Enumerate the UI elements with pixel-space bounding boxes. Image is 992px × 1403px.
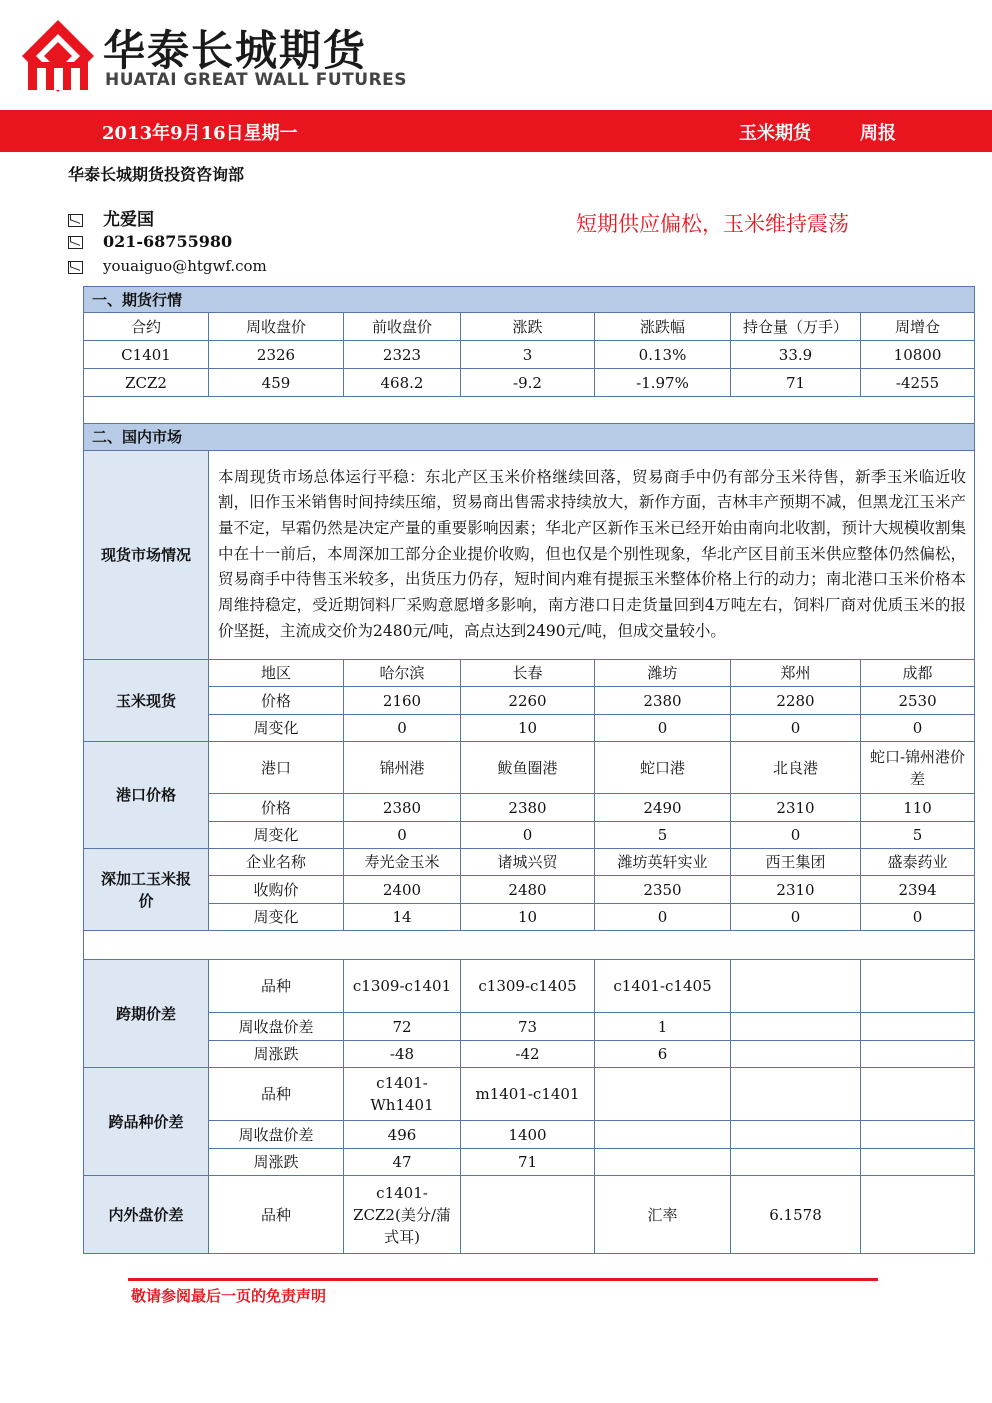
table-cell: 0 xyxy=(595,715,731,742)
table-cell: 468.2 xyxy=(344,369,461,397)
port-row xyxy=(84,742,975,794)
table-cell: 2260 xyxy=(461,687,595,715)
port-row xyxy=(84,822,975,849)
table-cell: 周涨跌 xyxy=(209,1041,344,1068)
section-title: 二、国内市场 xyxy=(84,424,975,451)
deep-row xyxy=(84,849,975,876)
table-cell xyxy=(595,1121,731,1149)
table-cell: 地区 xyxy=(209,660,344,687)
table-cell: 0 xyxy=(344,822,461,849)
row-label: 跨品种价差 xyxy=(84,1068,209,1176)
table-cell: c1401-Wh1401 xyxy=(344,1068,461,1121)
cross-row xyxy=(84,1121,975,1149)
inter-row xyxy=(84,1041,975,1068)
table-row xyxy=(84,369,975,397)
table-cell: 2380 xyxy=(461,794,595,822)
table-cell: 2480 xyxy=(461,876,595,904)
table-cell: 0 xyxy=(461,822,595,849)
spacer-cell xyxy=(84,397,975,424)
headline: 短期供应偏松，玉米维持震荡 xyxy=(576,212,849,236)
table-cell: 71 xyxy=(731,369,861,397)
spacer-row xyxy=(84,931,975,960)
contact-email-row xyxy=(68,257,267,275)
table-cell: m1401-c1401 xyxy=(461,1068,595,1121)
table-cell: 0 xyxy=(344,715,461,742)
table-cell: 14 xyxy=(344,904,461,931)
table-cell: 6 xyxy=(595,1041,731,1068)
spacer-row xyxy=(84,397,975,424)
brand-name-cn: 华泰长城期货 xyxy=(103,26,368,75)
header-bar xyxy=(0,110,992,152)
table-cell: -48 xyxy=(344,1041,461,1068)
table-cell: 110 xyxy=(861,794,975,822)
table-cell: 2323 xyxy=(344,341,461,369)
column-header: 周收盘价 xyxy=(209,313,344,341)
table-cell: 周涨跌 xyxy=(209,1149,344,1176)
company-logo xyxy=(20,18,96,92)
cross-row xyxy=(84,1149,975,1176)
row-label: 跨期价差 xyxy=(84,960,209,1068)
table-cell: 2400 xyxy=(344,876,461,904)
table-cell: 诸城兴贸 xyxy=(461,849,595,876)
table-cell: 0 xyxy=(731,715,861,742)
table-cell: 1400 xyxy=(461,1121,595,1149)
table-cell xyxy=(461,1176,595,1254)
footer-divider xyxy=(128,1278,878,1281)
table-cell xyxy=(731,960,861,1013)
table-cell: 10 xyxy=(461,904,595,931)
report-date: 2013年9月16日星期一 xyxy=(102,123,298,144)
table-cell: 0 xyxy=(595,904,731,931)
mail-icon xyxy=(68,261,83,274)
table-cell: c1401-ZCZ2(美分/蒲式耳) xyxy=(344,1176,461,1254)
table-cell: 哈尔滨 xyxy=(344,660,461,687)
table-cell: 品种 xyxy=(209,960,344,1013)
table-cell: 周变化 xyxy=(209,904,344,931)
table-cell: c1401-c1405 xyxy=(595,960,731,1013)
table-cell: 北良港 xyxy=(731,742,861,794)
spot-row xyxy=(84,451,975,660)
department: 华泰长城期货投资咨询部 xyxy=(68,165,245,184)
row-label: 内外盘价差 xyxy=(84,1176,209,1254)
table-cell: 6.1578 xyxy=(731,1176,861,1254)
table-cell: 周变化 xyxy=(209,715,344,742)
table-cell: 496 xyxy=(344,1121,461,1149)
table-cell: 汇率 xyxy=(595,1176,731,1254)
table-cell: 品种 xyxy=(209,1176,344,1254)
table-cell xyxy=(731,1013,861,1041)
table-cell: c1309-c1401 xyxy=(344,960,461,1013)
edit-icon xyxy=(68,214,83,227)
table-cell xyxy=(731,1149,861,1176)
row-label: 深加工玉米报价 xyxy=(84,849,209,931)
table-cell: 企业名称 xyxy=(209,849,344,876)
table-cell: 72 xyxy=(344,1013,461,1041)
column-header: 周增仓 xyxy=(861,313,975,341)
table-cell: 品种 xyxy=(209,1068,344,1121)
table-cell: 47 xyxy=(344,1149,461,1176)
table-cell xyxy=(861,1041,975,1068)
section-row xyxy=(84,287,975,313)
column-header: 涨跌 xyxy=(461,313,595,341)
table-cell: 收购价 xyxy=(209,876,344,904)
table-cell xyxy=(861,1013,975,1041)
table-cell: C1401 xyxy=(84,341,209,369)
table-cell xyxy=(861,1176,975,1254)
table-cell: 2380 xyxy=(344,794,461,822)
section-row xyxy=(84,424,975,451)
table-cell: 价格 xyxy=(209,687,344,715)
table-cell: 鲅鱼圈港 xyxy=(461,742,595,794)
table-cell xyxy=(731,1068,861,1121)
contact-phone: 021-68755980 xyxy=(103,232,233,251)
table-cell: 2310 xyxy=(731,794,861,822)
spacer-cell xyxy=(84,931,975,960)
contact-name: 尤爱国 xyxy=(103,210,154,230)
table-cell: 33.9 xyxy=(731,341,861,369)
column-header: 持仓量（万手） xyxy=(731,313,861,341)
table-cell: 2530 xyxy=(861,687,975,715)
table-cell: 西王集团 xyxy=(731,849,861,876)
disclaimer-note: 敬请参阅最后一页的免责声明 xyxy=(131,1287,327,1305)
table-cell: 寿光金玉米 xyxy=(344,849,461,876)
table-cell: 长春 xyxy=(461,660,595,687)
table-cell: 周收盘价差 xyxy=(209,1121,344,1149)
inter-row xyxy=(84,960,975,1013)
table-cell: -4255 xyxy=(861,369,975,397)
table-cell: 蛇口港 xyxy=(595,742,731,794)
row-label: 玉米现货 xyxy=(84,660,209,742)
contact-email[interactable]: youaiguo@htgwf.com xyxy=(103,257,267,275)
row-label: 港口价格 xyxy=(84,742,209,849)
table-cell: 港口 xyxy=(209,742,344,794)
table-cell: 2490 xyxy=(595,794,731,822)
table-cell: 459 xyxy=(209,369,344,397)
table-cell: 潍坊 xyxy=(595,660,731,687)
table-cell: 盛泰药业 xyxy=(861,849,975,876)
table-cell: 2380 xyxy=(595,687,731,715)
corn-row xyxy=(84,687,975,715)
table-cell: 0 xyxy=(861,904,975,931)
table-cell xyxy=(595,1068,731,1121)
contact-phone-row xyxy=(68,232,232,251)
spot-paragraph: 本周现货市场总体运行平稳：东北产区玉米价格继续回落，贸易商手中仍有部分玉米待售，新季玉米临近收割，旧作玉米销售时间持续压缩，贸易商出售需求持续放大，新作方面，吉林丰产预期不减，但黑龙江玉米产量不定，早霜仍然是决定产量的重要影响因素；华北产区新作玉米已经开始由南向北收割，预计大规模收割集中在十一前后，本周深加工部分企业提价收购，但也仅是个别性现象，华北产区目前玉米供应整体仍然偏松，贸易商手中待售玉米较多，出货压力仍存，短时间内难有提振玉米整体价格上行的动力；南北港口玉米价格本周维持稳定，受近期饲料厂采购意愿增多影响，南方港口日走货量回到4万吨左右，饲料厂商对优质玉米的报价坚挺，主流成交价为2480元/吨，高点达到2490元/吨，但成交量较小。 xyxy=(209,451,975,660)
table-cell: 10 xyxy=(461,715,595,742)
column-header: 涨跌幅 xyxy=(595,313,731,341)
table-cell: c1309-c1405 xyxy=(461,960,595,1013)
deep-row xyxy=(84,904,975,931)
table-cell: 2310 xyxy=(731,876,861,904)
row-label: 现货市场情况 xyxy=(84,451,209,660)
table-cell: 5 xyxy=(595,822,731,849)
table-cell: 1 xyxy=(595,1013,731,1041)
intl-row xyxy=(84,1176,975,1254)
table-cell: 价格 xyxy=(209,794,344,822)
corn-row xyxy=(84,715,975,742)
table-cell: 5 xyxy=(861,822,975,849)
table-cell: 2326 xyxy=(209,341,344,369)
table-cell: 蛇口-锦州港价差 xyxy=(861,742,975,794)
contact-name-row xyxy=(68,205,154,230)
brand-name-en: HUATAI GREAT WALL FUTURES xyxy=(105,70,408,90)
table-cell: 0 xyxy=(861,715,975,742)
table-cell: 周变化 xyxy=(209,822,344,849)
table-cell xyxy=(595,1149,731,1176)
port-row xyxy=(84,794,975,822)
table-cell: -42 xyxy=(461,1041,595,1068)
table-cell: 潍坊英轩实业 xyxy=(595,849,731,876)
table-cell: ZCZ2 xyxy=(84,369,209,397)
column-header: 合约 xyxy=(84,313,209,341)
table-cell: 73 xyxy=(461,1013,595,1041)
table-cell xyxy=(731,1121,861,1149)
column-header: 前收盘价 xyxy=(344,313,461,341)
table-cell xyxy=(731,1041,861,1068)
table-cell: 2350 xyxy=(595,876,731,904)
table-cell xyxy=(861,1121,975,1149)
table-cell: 0 xyxy=(731,822,861,849)
table-cell: 成都 xyxy=(861,660,975,687)
table-row xyxy=(84,341,975,369)
table-cell: 71 xyxy=(461,1149,595,1176)
table-cell xyxy=(861,1149,975,1176)
table-cell: 10800 xyxy=(861,341,975,369)
table-cell: 3 xyxy=(461,341,595,369)
table-cell: 2160 xyxy=(344,687,461,715)
report-category: 玉米期货 xyxy=(739,123,811,144)
table-cell: 2394 xyxy=(861,876,975,904)
table-cell: 郑州 xyxy=(731,660,861,687)
mail-icon xyxy=(68,236,83,249)
table-cell: 0.13% xyxy=(595,341,731,369)
table-cell: 2280 xyxy=(731,687,861,715)
corn-row xyxy=(84,660,975,687)
deep-row xyxy=(84,876,975,904)
header-row xyxy=(84,313,975,341)
table-cell: 锦州港 xyxy=(344,742,461,794)
table-cell xyxy=(861,1068,975,1121)
inter-row xyxy=(84,1013,975,1041)
report-table xyxy=(83,286,975,1254)
report-type: 周报 xyxy=(860,123,896,144)
cross-row xyxy=(84,1068,975,1121)
table-cell: -9.2 xyxy=(461,369,595,397)
table-cell: 周收盘价差 xyxy=(209,1013,344,1041)
table-cell: -1.97% xyxy=(595,369,731,397)
table-cell: 0 xyxy=(731,904,861,931)
section-title: 一、期货行情 xyxy=(84,287,975,313)
table-cell xyxy=(861,960,975,1013)
